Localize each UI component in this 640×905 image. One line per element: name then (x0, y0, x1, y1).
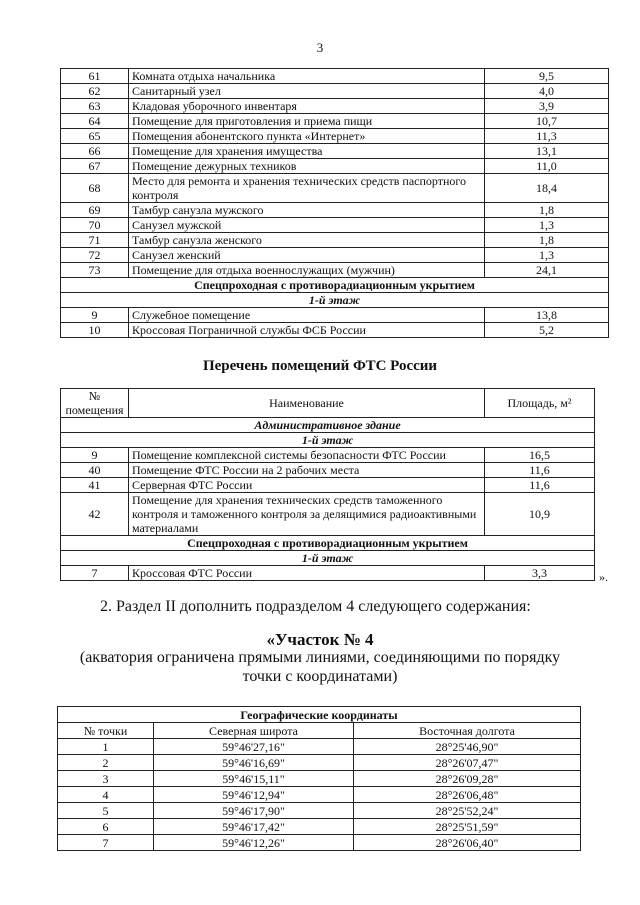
table-row (61, 263, 609, 278)
room-name: Помещения абонентского пункта «Интернет» (129, 129, 485, 144)
table-row (61, 323, 609, 338)
table-row (61, 203, 609, 218)
table-row (61, 478, 595, 493)
point-number: 3 (58, 771, 154, 787)
coords-title-row (58, 707, 581, 723)
room-number: 70 (61, 218, 129, 233)
header-longitude: Восточная долгота (354, 723, 581, 739)
longitude: 28°26'07,47" (354, 755, 581, 771)
table-row (61, 308, 609, 323)
room-area: 18,4 (485, 174, 609, 203)
table-row (58, 739, 581, 755)
room-name: Помещение для хранения технических средств таможенного контроля и таможенного контроля за делящимися радиоактивными материалами (129, 493, 485, 536)
page-number: 3 (316, 40, 324, 55)
room-area: 9,5 (485, 69, 609, 84)
rooms-table-continued (60, 68, 609, 338)
room-name: Помещение для хранения имущества (129, 144, 485, 159)
room-area: 1,3 (485, 248, 609, 263)
room-area: 1,8 (485, 233, 609, 248)
longitude: 28°26'06,40" (354, 835, 581, 851)
room-area: 13,8 (485, 308, 609, 323)
floor-heading-row (61, 551, 595, 566)
room-name: Санузел женский (129, 248, 485, 263)
floor-heading: 1-й этаж (61, 551, 595, 566)
coords-header-row (58, 723, 581, 739)
room-name: Комната отдыха начальника (129, 69, 485, 84)
latitude: 59°46'12,26" (154, 835, 354, 851)
room-number: 61 (61, 69, 129, 84)
table-row (58, 835, 581, 851)
header-point: № точки (58, 723, 154, 739)
point-number: 1 (58, 739, 154, 755)
point-number: 5 (58, 803, 154, 819)
room-number: 62 (61, 84, 129, 99)
table-row (58, 755, 581, 771)
floor-heading: 1-й этаж (61, 293, 609, 308)
latitude: 59°46'17,90" (154, 803, 354, 819)
table-row (61, 248, 609, 263)
room-number: 66 (61, 144, 129, 159)
table-row (61, 114, 609, 129)
room-number: 7 (61, 566, 129, 581)
room-area: 4,0 (485, 84, 609, 99)
room-name: Санузел мужской (129, 218, 485, 233)
section-heading: Административное здание (61, 418, 595, 433)
room-number: 69 (61, 203, 129, 218)
subsection-title: «Участок № 4 (266, 630, 374, 649)
table-row (58, 787, 581, 803)
table-row (61, 448, 595, 463)
room-number: 68 (61, 174, 129, 203)
room-name: Тамбур санузла мужского (129, 203, 485, 218)
coordinates-table (57, 706, 581, 851)
room-area: 16,5 (485, 448, 595, 463)
room-area: 3,3 (485, 566, 595, 581)
point-number: 7 (58, 835, 154, 851)
room-number: 67 (61, 159, 129, 174)
room-name: Помещение ФТС России на 2 рабочих места (129, 463, 485, 478)
table-row (61, 84, 609, 99)
table-row (61, 129, 609, 144)
room-name: Кладовая уборочного инвентаря (129, 99, 485, 114)
room-name: Помещение для приготовления и приема пищи (129, 114, 485, 129)
room-number: 65 (61, 129, 129, 144)
longitude: 28°25'46,90" (354, 739, 581, 755)
section-heading: Спецпроходная с противорадиационным укрытием (61, 278, 609, 293)
room-name: Кроссовая Пограничной службы ФСБ России (129, 323, 485, 338)
header-name: Наименование (129, 389, 485, 418)
room-name: Помещение дежурных техников (129, 159, 485, 174)
floor-heading: 1-й этаж (61, 433, 595, 448)
header-room-number: № помещения (61, 389, 129, 418)
room-number: 71 (61, 233, 129, 248)
room-name: Серверная ФТС России (129, 478, 485, 493)
table-row (58, 819, 581, 835)
longitude: 28°25'52,24" (354, 803, 581, 819)
room-number: 64 (61, 114, 129, 129)
table-row (61, 99, 609, 114)
fts-rooms-heading: Перечень помещений ФТС России (202, 358, 438, 374)
room-number: 10 (61, 323, 129, 338)
subsection-description: (акватория ограничена прямыми линиями, соединяющими по порядку точки с координатами) (79, 649, 561, 685)
header-latitude: Северная широта (154, 723, 354, 739)
closing-quote: ». (599, 570, 608, 584)
longitude: 28°26'09,28" (354, 771, 581, 787)
coords-title: Географические координаты (58, 707, 581, 723)
table-row (61, 174, 609, 203)
room-area: 1,8 (485, 203, 609, 218)
table-row (61, 566, 595, 581)
header-area: Площадь, м² (485, 389, 595, 418)
room-name: Место для ремонта и хранения технических средств паспортного контроля (129, 174, 485, 203)
room-number: 63 (61, 99, 129, 114)
room-number: 42 (61, 493, 129, 536)
room-number: 72 (61, 248, 129, 263)
latitude: 59°46'15,11" (154, 771, 354, 787)
table-row (58, 803, 581, 819)
room-name: Помещение комплексной системы безопасности ФТС России (129, 448, 485, 463)
room-area: 24,1 (485, 263, 609, 278)
point-number: 2 (58, 755, 154, 771)
table-row (61, 463, 595, 478)
point-number: 4 (58, 787, 154, 803)
floor-heading-row (61, 433, 595, 448)
table-row (61, 69, 609, 84)
floor-heading-row (61, 293, 609, 308)
room-area: 11,6 (485, 463, 595, 478)
room-number: 9 (61, 448, 129, 463)
room-area: 10,9 (485, 493, 595, 536)
room-area: 11,6 (485, 478, 595, 493)
section-heading: Спецпроходная с противорадиационным укрытием (61, 536, 595, 551)
room-name: Тамбур санузла женского (129, 233, 485, 248)
room-number: 41 (61, 478, 129, 493)
section-heading-row (61, 278, 609, 293)
room-number: 9 (61, 308, 129, 323)
latitude: 59°46'27,16" (154, 739, 354, 755)
latitude: 59°46'17,42" (154, 819, 354, 835)
table-row (61, 144, 609, 159)
room-number: 40 (61, 463, 129, 478)
room-area: 1,3 (485, 218, 609, 233)
table-row (61, 493, 595, 536)
room-name: Санитарный узел (129, 84, 485, 99)
room-name: Кроссовая ФТС России (129, 566, 485, 581)
latitude: 59°46'12,94" (154, 787, 354, 803)
point-number: 6 (58, 819, 154, 835)
room-area: 11,0 (485, 159, 609, 174)
room-name: Служебное помещение (129, 308, 485, 323)
room-area: 11,3 (485, 129, 609, 144)
room-number: 73 (61, 263, 129, 278)
longitude: 28°26'06,48" (354, 787, 581, 803)
table-row (61, 159, 609, 174)
table-row (58, 771, 581, 787)
room-area: 5,2 (485, 323, 609, 338)
table-row (61, 233, 609, 248)
section-heading-row (61, 418, 595, 433)
table-row (61, 218, 609, 233)
paragraph-section-ii: 2. Раздел II дополнить подразделом 4 следующего содержания: (100, 598, 531, 615)
room-area: 10,7 (485, 114, 609, 129)
room-area: 13,1 (485, 144, 609, 159)
table-header-row (61, 389, 595, 418)
room-area: 3,9 (485, 99, 609, 114)
longitude: 28°25'51,59" (354, 819, 581, 835)
section-heading-row (61, 536, 595, 551)
latitude: 59°46'16,69" (154, 755, 354, 771)
room-name: Помещение для отдыха военнослужащих (мужчин) (129, 263, 485, 278)
fts-rooms-table (60, 388, 595, 581)
